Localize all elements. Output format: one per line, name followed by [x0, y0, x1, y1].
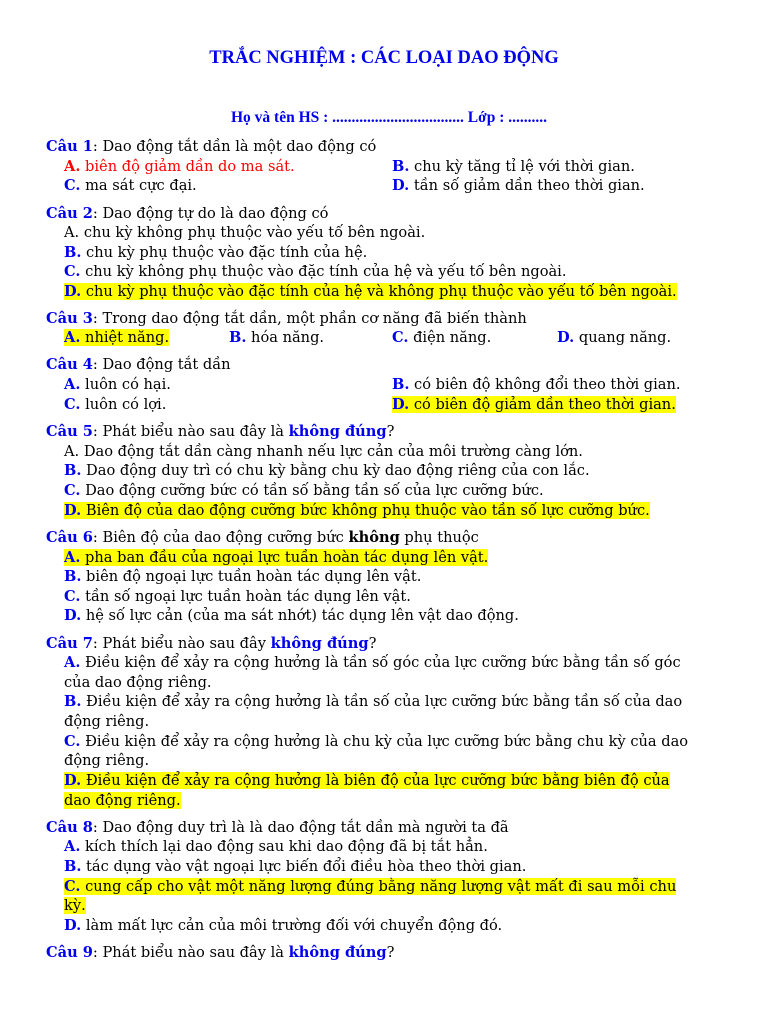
q4-option-c: [64, 395, 166, 414]
question-1: [46, 137, 376, 156]
q7-option-a-cont: của dao động riêng.: [64, 674, 212, 691]
option-text: hóa năng.: [246, 329, 325, 346]
q5-option-a: [64, 442, 583, 461]
option-text: luôn có lợi.: [80, 396, 167, 413]
q3-option-d: [557, 328, 671, 347]
option-text: pha ban đầu của ngoại lực tuần hoàn tác dụng lên vật.: [80, 549, 489, 566]
q1-option-d: [392, 176, 645, 195]
option-text: chu kỳ phụ thuộc vào đặc tính của hệ và không phụ thuộc vào yếu tố bên ngoài.: [81, 283, 677, 300]
q7-option-d-cont: [64, 791, 181, 810]
option-text: tần số ngoại lực tuần hoàn tác dụng lên vật.: [80, 588, 411, 605]
question-label: Câu 7: [46, 635, 93, 652]
option-text: Dao động cưỡng bức có tần số bằng tần số của lực cưỡng bức.: [80, 482, 544, 499]
option-label: D.: [64, 502, 82, 519]
question-label: Câu 3: [46, 310, 93, 327]
q4-option-d: [392, 395, 676, 414]
option-label: C.: [64, 733, 81, 750]
question-5: [46, 422, 394, 441]
question-label: Câu 4: [46, 356, 93, 373]
q6-option-b: [64, 567, 421, 586]
option-label: A.: [64, 376, 81, 393]
q4-option-b: [392, 375, 681, 394]
q3-option-c: [392, 328, 491, 347]
question-keyword: không đúng: [288, 423, 387, 440]
option-label: B.: [229, 329, 247, 346]
question-label: Câu 9: [46, 944, 93, 961]
option-label: C.: [64, 396, 81, 413]
option-label: D.: [392, 177, 410, 194]
question-3: [46, 309, 527, 328]
q1-option-a: [64, 157, 295, 176]
q7-option-c: [64, 732, 688, 751]
option-label: A.: [64, 329, 81, 346]
question-label: Câu 8: [46, 819, 93, 836]
q8-option-d: [64, 916, 502, 935]
q5-option-d: [64, 501, 650, 520]
option-text: tác dụng vào vật ngoại lực biến đổi điều hòa theo thời gian.: [81, 858, 527, 875]
option-label: C.: [64, 263, 81, 280]
option-text: kích thích lại dao động sau khi dao động đã bị tắt hẳn.: [80, 838, 488, 855]
option-text: Điều kiện để xảy ra cộng hưởng là tần số góc của lực cưỡng bức bằng tần số góc: [80, 654, 681, 671]
option-text: biên độ giảm dần do ma sát.: [80, 158, 295, 175]
student-info-line: Họ và tên HS : .................................. Lớp : ..........: [230, 109, 547, 126]
option-label: C.: [64, 177, 81, 194]
option-text: hệ số lực cản (của ma sát nhớt) tác dụng lên vật dao động.: [81, 607, 519, 624]
option-label: A.: [64, 838, 81, 855]
question-keyword: không: [348, 529, 400, 546]
q5-option-b: [64, 461, 590, 480]
question-text: : Phát biểu nào sau đây là: [92, 944, 289, 961]
option-label: D.: [64, 607, 82, 624]
question-6: [46, 528, 479, 547]
q5-option-c: [64, 481, 544, 500]
option-text: luôn có hại.: [80, 376, 171, 393]
option-label: B.: [64, 462, 82, 479]
option-text: chu kỳ tăng tỉ lệ với thời gian.: [409, 158, 635, 175]
q6-option-d: [64, 606, 519, 625]
option-text: Điều kiện để xảy ra cộng hưởng là tần số của lực cưỡng bức bằng tần số của dao: [81, 693, 683, 710]
option-label: B.: [64, 244, 82, 261]
option-text: chu kỳ không phụ thuộc vào đặc tính của hệ và yếu tố bên ngoài.: [80, 263, 567, 280]
q7-option-c-cont: động riêng.: [64, 752, 150, 769]
option-label: A.: [64, 549, 81, 566]
option-text: tần số giảm dần theo thời gian.: [409, 177, 645, 194]
q8-option-b: [64, 857, 526, 876]
q7-option-b: [64, 692, 682, 711]
option-label: C.: [64, 878, 81, 895]
question-keyword: không đúng: [288, 944, 387, 961]
option-label: D.: [64, 917, 82, 934]
question-text: : Trong dao động tắt dần, một phần cơ năng đã biến thành: [92, 310, 527, 327]
option-text: cung cấp cho vật một năng lượng đúng bằng năng lượng vật mất đi sau mỗi chu: [80, 878, 677, 895]
option-text-cont: kỳ.: [64, 897, 86, 914]
option-text: Biên độ của dao động cưỡng bức không phụ thuộc vào tần số lực cưỡng bức.: [81, 502, 650, 519]
question-9: [46, 943, 394, 962]
option-label: B.: [392, 376, 410, 393]
question-end: phụ thuộc: [399, 529, 479, 546]
question-text: : Dao động duy trì là là dao động tắt dần mà người ta đã: [92, 819, 509, 836]
question-keyword: không đúng: [270, 635, 369, 652]
option-text: quang năng.: [574, 329, 672, 346]
q7-option-b-cont: động riêng.: [64, 713, 150, 730]
option-label: A.: [64, 443, 80, 460]
option-text-cont: dao động riêng.: [64, 792, 181, 809]
option-text: điện năng.: [408, 329, 492, 346]
option-label: A.: [64, 158, 81, 175]
option-text: có biên độ giảm dần theo thời gian.: [409, 396, 676, 413]
option-text: Điều kiện để xảy ra cộng hưởng là biên độ của lực cưỡng bức bằng biên độ của: [81, 772, 670, 789]
question-label: Câu 6: [46, 529, 93, 546]
question-7: [46, 634, 376, 653]
q8-option-c: [64, 877, 676, 896]
option-label: A.: [64, 654, 81, 671]
option-text: Dao động duy trì có chu kỳ bằng chu kỳ dao động riêng của con lắc.: [81, 462, 590, 479]
option-text: Dao động tắt dần càng nhanh nếu lực cản của môi trường càng lớn.: [79, 443, 583, 460]
q1-option-c: [64, 176, 197, 195]
option-label: B.: [64, 568, 82, 585]
option-label: D.: [64, 772, 82, 789]
question-text: : Dao động tự do là dao động có: [92, 205, 329, 222]
option-text: Điều kiện để xảy ra cộng hưởng là chu kỳ của lực cưỡng bức bằng chu kỳ của dao: [80, 733, 689, 750]
option-text: chu kỳ không phụ thuộc vào yếu tố bên ngoài.: [79, 224, 426, 241]
option-text: nhiệt năng.: [80, 329, 170, 346]
question-label: Câu 5: [46, 423, 93, 440]
q3-option-b: [229, 328, 324, 347]
option-label: A.: [64, 224, 80, 241]
option-text: ma sát cực đại.: [80, 177, 197, 194]
option-text: chu kỳ phụ thuộc vào đặc tính của hệ.: [81, 244, 368, 261]
option-label: D.: [557, 329, 575, 346]
option-label: B.: [64, 858, 82, 875]
question-end: ?: [386, 423, 395, 440]
page-title: TRẮC NGHIỆM : CÁC LOẠI DAO ĐỘNG: [209, 48, 559, 68]
option-label: C.: [64, 588, 81, 605]
q6-option-c: [64, 587, 411, 606]
option-text: có biên độ không đổi theo thời gian.: [409, 376, 681, 393]
option-label: C.: [64, 482, 81, 499]
option-label: C.: [392, 329, 409, 346]
question-2: [46, 204, 328, 223]
option-label: B.: [392, 158, 410, 175]
question-end: ?: [368, 635, 377, 652]
question-label: Câu 1: [46, 138, 93, 155]
q7-option-a: [64, 653, 681, 672]
question-text: : Phát biểu nào sau đây: [92, 635, 271, 652]
option-label: D.: [64, 283, 82, 300]
option-label: B.: [64, 693, 82, 710]
q6-option-a: [64, 548, 488, 567]
question-label: Câu 2: [46, 205, 93, 222]
question-4: [46, 355, 231, 374]
question-8: [46, 818, 509, 837]
q2-option-d: [64, 282, 677, 301]
question-text: : Phát biểu nào sau đây là: [92, 423, 289, 440]
option-text: biên độ ngoại lực tuần hoàn tác dụng lên vật.: [81, 568, 422, 585]
question-text: : Dao động tắt dần là một dao động có: [92, 138, 377, 155]
question-end: ?: [386, 944, 395, 961]
q7-option-d: [64, 771, 670, 790]
q4-option-a: [64, 375, 171, 394]
question-text: : Dao động tắt dần: [92, 356, 231, 373]
q2-option-c: [64, 262, 567, 281]
q2-option-a: [64, 223, 425, 242]
q1-option-b: [392, 157, 635, 176]
option-label: D.: [392, 396, 410, 413]
q2-option-b: [64, 243, 367, 262]
option-text: làm mất lực cản của môi trường đối với chuyển động đó.: [81, 917, 503, 934]
q8-option-a: [64, 837, 488, 856]
q8-option-c-cont: [64, 896, 86, 915]
q3-option-a: [64, 328, 169, 347]
question-text: : Biên độ của dao động cưỡng bức: [92, 529, 349, 546]
